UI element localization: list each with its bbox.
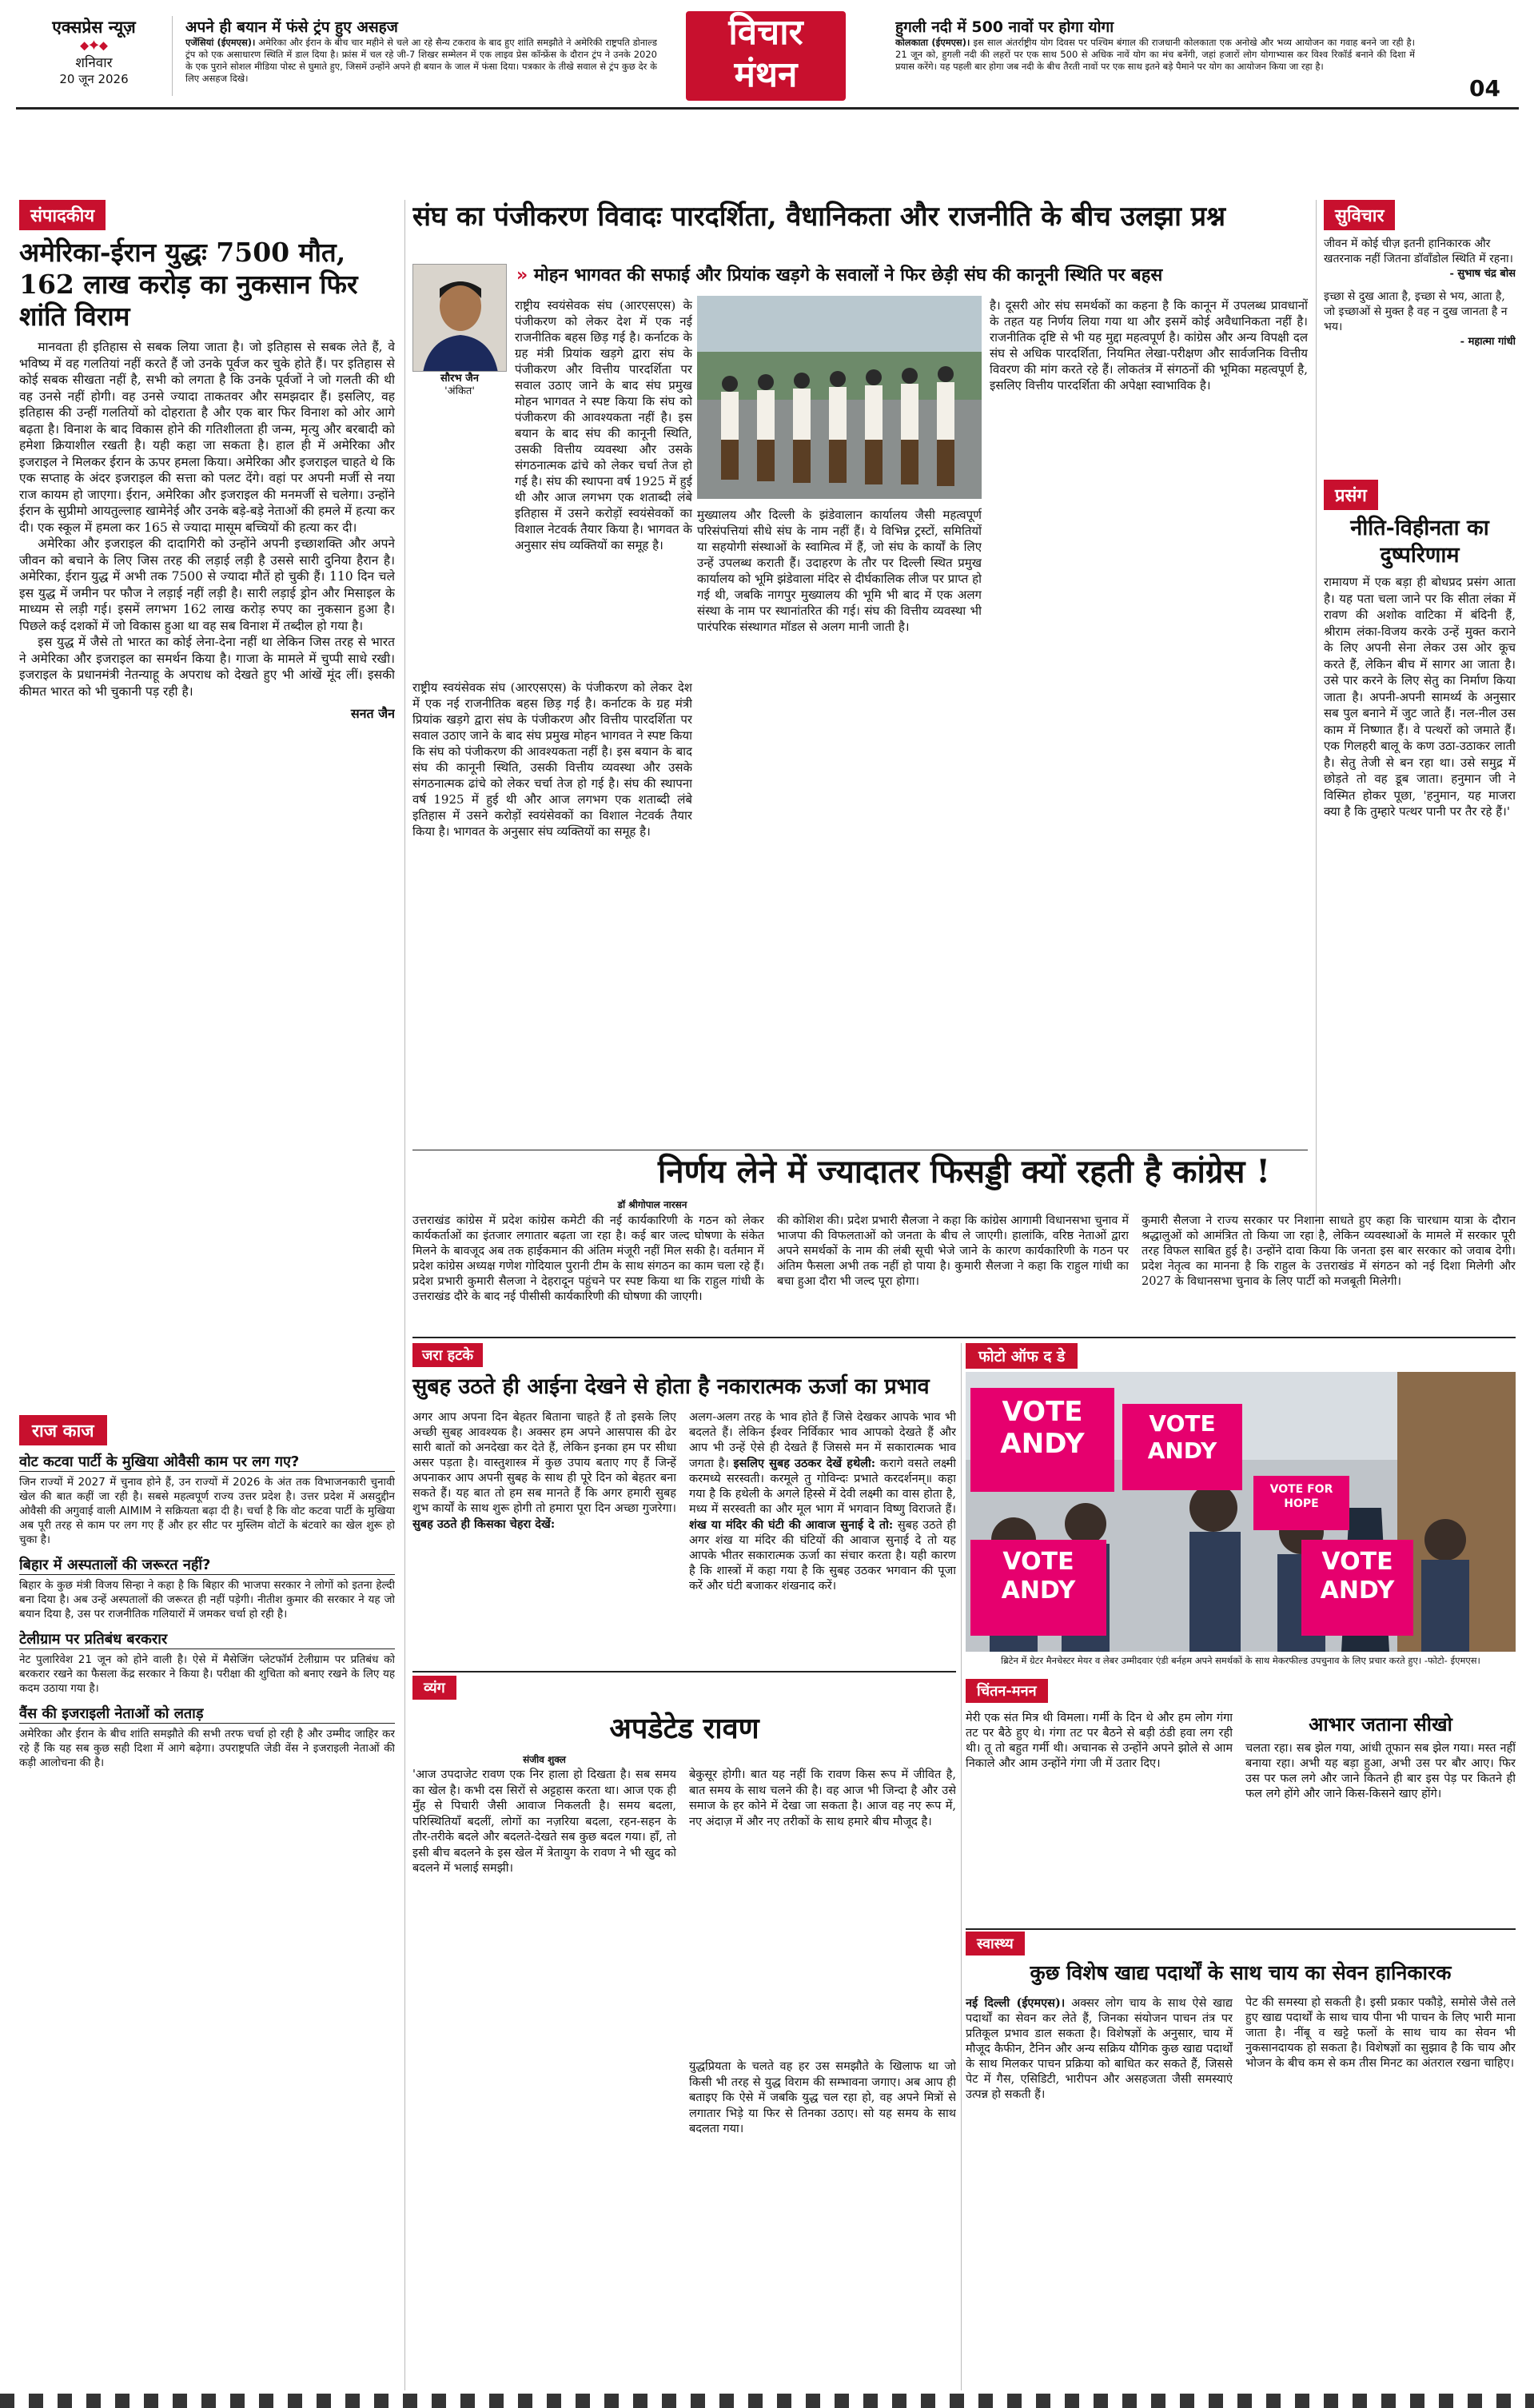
author-avatar-icon (413, 265, 507, 372)
left-teaser-dateline: एजेंसियां (ईएमएस)। (185, 37, 256, 48)
prasang-label: प्रसंग (1324, 480, 1378, 510)
raj-kaaj-body: जिन राज्यों में 2027 में चुनाव होने हैं, उन राज्यों में 2026 के अंत तक विभाजनकारी चुनावी खेल की बात कहीं जा रही है। सबसे महत्वपूर्ण राज्य उत्तर प्रदेश है। उत्तर प्रदेश में असदुद्दीन ओवैसी की अगुवाई वाली AIMIM ने सक्रियता बढ़ा दी है। चर्चा है कि वोट कटवा पार्टी के मुखिया अब पूरी तरह से काम पर लग गए हैं और हर सीट पर मुस्लिम वोटों के बंटवारे का खेल शुरू हो चुका है। (19, 1476, 395, 1546)
congress-headline: निर्णय लेने में ज्यादातर फिसड्डी क्यों रहती है कांग्रेस ! (658, 1153, 1270, 1190)
vote-andy-sign (970, 1540, 1106, 1636)
main-story-col2: मुख्यालय और दिल्ली के झंडेवालान कार्यालय जैसी महत्वपूर्ण परिसंपत्तियां सीधे संघ के नाम नहीं हैं। ये विभिन्न ट्रस्टों, समितियों या सहयोगी संस्थाओं के स्वामित्व में हैं, जो संघ के कार्यों के लिए उन्हें उपलब्ध कराती हैं। उदाहरण के तौर पर दिल्ली स्थित प्रमुख कार्यालय को भूमि झंडेवाला मंदिर से दीर्घकालिक लीज पर प्राप्त हो गई थी, जबकि नागपुर मुख्यालय की भूमि भी बाद में एक अलग संस्था के नाम पर स्थानांतरित की गई। संघ की वित्तीय व्यवस्था भी पारंपरिक संस्थागत मॉडल से अलग मानी जाती है। (697, 508, 982, 634)
vote-andy-sign (970, 1388, 1114, 1492)
zara-hatke-col2-text: अलग-अलग तरह के भाव होते हैं जिसे देखकर आपके भाव भी बदलते हैं। लेकिन ईश्वर निर्विकार भाव आपको देखते हैं और आप भी उन्हें ऐसे ही देखते हैं जिससे मन में सकारात्मक भाव जगता है। (689, 1411, 956, 1470)
swasthya-headline: कुछ विशेष खाद्य पदार्थों के साथ चाय का सेवन हानिकारक (1030, 1961, 1452, 1984)
author-byline (412, 373, 507, 398)
author-photo (412, 264, 507, 372)
sign-text-1: VOTE ANDY (1001, 1548, 1076, 1605)
main-story-subhead-text: मोहन भागवत की सफाई और प्रियांक खड़गे के सवालों ने फिर छेड़ी संघ की कानूनी स्थिति पर बहस (533, 265, 1163, 285)
swasthya-col1 (966, 1995, 1233, 2391)
editorial-headline: अमेरिका-ईरान युद्धः 7500 मौत, 162 लाख करोड़ का नुकसान फिर शांति विराम (19, 237, 358, 332)
zara-hatke-headline: सुबह उठते ही आईना देखने से होता है नकारात्मक ऊर्जा का प्रभाव (412, 1374, 930, 1399)
congress-author: डॉ श्रीगोपाल नारसन (617, 1199, 687, 1210)
vote-hope-sign (1253, 1476, 1349, 1530)
swasthya-label: स्वास्थ्य (966, 1932, 1025, 1956)
swasthya-rule (966, 1928, 1516, 1930)
vote-andy-sign (1301, 1540, 1413, 1636)
vote-andy-photo (966, 1372, 1516, 1652)
photo-of-day-section (966, 1343, 1516, 1677)
zara-hatke-subhead2: इसलिए सुबह उठकर देखें हथेली: (733, 1457, 876, 1470)
raj-kaaj-item (19, 1629, 395, 1696)
section-title-line1: विचार (728, 12, 803, 53)
zara-hatke-col2b-text: करागे वसते लक्ष्मी करमध्ये सरस्वती। करमूले तु गोविन्दः प्रभाते करदर्शनम्॥ कहा गया है कि हथेली के अगले हिस्से में देवी लक्ष्मी का वास होता है, मध्य में सरस्वती का और मूल भाग में भगवान विष्णु विराजते हैं। (689, 1457, 956, 1516)
paper-name: एक्सप्रेस न्यूज़ (52, 18, 136, 37)
quote-box (1324, 200, 1516, 464)
divider (172, 16, 173, 96)
vyang-col2: बेकुसूर होगी। बात यह नहीं कि रावण किस रूप में जीवित है, बात समय के साथ चलने की है। वह आज भी जिन्दा है और उसे समाज के हर कोने में देखा जा सकता है। आज वह नए रूप में, नए अंदाज़ में और नए तरीकों के साथ हमारे बीच मौजूद है। (689, 1768, 956, 1828)
prasang-body: रामायण में एक बड़ा ही बोधप्रद प्रसंग आता है। यह पता चला जाने पर कि सीता लंका में रावण की अशोक वाटिका में बंदिनी हैं, श्रीराम लंका-विजय करके उन्हें मुक्त कराने के लिए अपनी सेना लेकर उस ओर कूच करते हैं, लेकिन बीच में सागर आ जाता है। उसे पार करने के लिए सेतु का निर्माण किया जाता है। अपनी-अपनी सामर्थ्य के अनुसार सब पुल बनाने में जुट जाते हैं। नल-नील उस काम में निष्णात हैं। वे पत्थरों को जमाते हैं। एक गिलहरी बालू के कण उठा-उठाकर लाती है। सेतु तेजी से बन रहा था। उसे समुद्र में छोड़ते तो वह डूब जाता। हनुमान जी ने विस्मित होकर पूछा, 'हनुमान, यह माजरा क्या है कि तुम्हारे पत्थर पानी पर तैर रहे हैं।' (1324, 575, 1516, 819)
vyang-section (412, 1676, 956, 2391)
vyang-headline: अपडेटेड रावण (609, 1712, 759, 1745)
editorial-author: सनत जैन (350, 706, 395, 721)
quote-2: इच्छा से दुख आता है, इच्छा से भय, आता है, जो इच्छाओं से मुक्त है वह न दुख जानता है न भय। (1324, 290, 1508, 333)
editorial-para-2: अमेरिका और इजराइल की दादागिरी को उन्होंने अपनी इच्छाशक्ति और अपने जीवन को बचाने के लिए जिस तरह की लड़ाई लड़ी है उससे सारी दुनिया हैरान है। अमेरिका, ईरान युद्ध में अभी तक 7500 से ज्यादा मौतें हो चुकी हैं। 110 दिन चले इस युद्ध में जमीन पर फौज ने लड़ाई नहीं लड़ी है। सारी लड़ाई ड्रोन और मिसाइल के माध्यम से लड़ी गई। इसमें लगभग 162 लाख करोड़ रुपए का नुकसान हुआ है। पिछले कई दशकों में जो विकास हुआ था वह सब विनाश में तब्दील हो गया है। (19, 536, 395, 633)
raj-kaaj-item (19, 1555, 395, 1621)
main-story-col1: राष्ट्रीय स्वयंसेवक संघ (आरएसएस) के पंजीकरण को लेकर देश में एक नई राजनीतिक बहस छिड़ गई है। कर्नाटक के ग्रह मंत्री प्रियांक खड़गे द्वारा संघ के पंजीकरण और वित्तीय पारदर्शिता पर सवाल उठाए जाने के बाद संघ प्रमुख मोहन भागवत ने स्पष्ट किया कि संघ को पंजीकरण की आवश्यकता नहीं है। इस बयान के बाद संघ की कानूनी स्थिति, उसकी वित्तीय व्यवस्था और उसके संगठनात्मक ढांचे को लेकर चर्चा तेज हो गई है। संघ की स्थापना वर्ष 1925 में हुई थी और आज लगभग एक शताब्दी लंबे इतिहास में उसने करोड़ों स्वयंसेवकों का विशाल नेटवर्क तैयार किया है। भागवत के अनुसार संघ व्यक्तियों का समूह है। (515, 298, 692, 552)
issue-date: 20 जून 2026 (59, 72, 129, 86)
raj-kaaj-item (19, 1704, 395, 1770)
right-teaser (895, 16, 1415, 96)
divider (404, 200, 405, 2390)
vyang-col1: 'आज उपदाजेट रावण एक निर हाला हो दिखता है। सब समय का खेल है। कभी दस सिरों से अट्टहास करता था। आज एक ही मुँह से पिचारी जैसी आवाज निकलती है। समय बदला, परिस्थितियाँ बदलीं, लोगों का नज़रिया बदला, रहन-सहन के तौर-तरीके बदले और बदलते-देखते सब कुछ बदल गया। हाँ, तो इसी बीच बदलने के इस खेल में त्रेतायुग के रावण ने भी खुद को बदलने में भलाई समझी। (412, 1768, 676, 1875)
divider (961, 1343, 962, 2390)
chintan-col1: मेरी एक संत मित्र थी विमला। गर्मी के दिन थे और हम लोग गंगा तट पर बैठे हुए थे। गंगा तट पर बैठने से बड़ी ठंडी हवा लग रही थी। तू तो बहुत गर्मी थी। अचानक से उन्होंने अपने झोले से आम निकाले और आम उन्होंने गंगा जी में उतार दिए। (966, 1712, 1233, 1770)
raj-kaaj-label: राज काज (19, 1415, 107, 1445)
zara-hatke-col2c-text: सुबह उठते ही अगर शंख या मंदिर की घंटियों की आवाज सुनाई दे तो यह आपके भीतर सकारात्मक ऊर्जा का संचार करता है। यही कारण है कि शास्त्रों में कहा गया है कि सुबह उठकर भगवान की पूजा करें और घंटी बजाकर शंखनाद करें। (689, 1519, 956, 1593)
zara-hatke-col2 (689, 1410, 956, 1686)
zara-hatke-section (412, 1343, 956, 1663)
sign-text-2: VOTE FOR HOPE (1269, 1483, 1333, 1510)
raj-kaaj-body: अमेरिका और ईरान के बीच शांति समझौते की सभी तरफ चर्चा हो रही है और उम्मीद जाहिर कर रहे हैं कि यह सब कुछ सही दिशा में आगे बढ़ेगा। उपराष्ट्रपति जेडी वेंस ने इजराइली नेताओं की कड़ी आलोचना की है। (19, 1728, 395, 1769)
swasthya-section (966, 1932, 1516, 2391)
raj-kaaj-item (19, 1452, 395, 1547)
editorial-para-1: मानवता ही इतिहास से सबक लिया जाता है। जो इतिहास से सबक लेते हैं, वे भविष्य में वह गलतियां नहीं करते हैं जो उनके पूर्वज कर चुके होते हैं। पर इतिहास से कोई सबक सीखता नहीं है, सभी को लगता है कि उनके पूर्वजों ने जो गलती की थी वह उनसे नहीं होगी। वह उनसे ज्यादा ताकतवर और समझदार हैं। इसलिए, वह इतिहास की उन्हीं गलतियों को दोहराता है और एक बार फिर विनाश को ओर आगे बढ़ता है। विनाश के बाद विकास होने की गतिशीलता ही जन्म, मृत्यु और बरबादी को हमेशा क्रियाशील रखती है। यही कहा जा सकता है। हाल ही में अमेरिका और इजराइल ने मिलकर ईरान के ऊपर हमला किया। अमेरिका और इजराइल चाहते थे कि एक सप्ताह के अंदर इजराइल की सत्ता को पलट देंगे। वहां पर अपनी मर्जी से नया राज कायम हो जाएगा। ईरान, अमेरिका और इजराइल की मनमर्जी से चलेगा। उन्होंने ईरान के सुप्रीमो आयतुल्लाह खामेनेई और उनके बड़े-बड़े नेताओं की हमले में हत्या कर दी। एक स्कूल में हमला कर 165 से ज्यादा मासूम बच्चियों की हत्या कर दी। (19, 340, 395, 535)
sign-text-1: VOTE ANDY (1147, 1410, 1217, 1464)
photo-caption-text: ब्रिटेन में ग्रेटर मैनचेस्टर मेयर व लेबर उम्मीदवार एंडी बर्नहम अपने समर्थकों के साथ मेकरफील्ड उपचुनाव के लिए प्रचार करते हुए। (1001, 1655, 1422, 1666)
section-title-line2: मंथन (734, 54, 798, 95)
chintan-label: चिंतन-मनन (966, 1679, 1048, 1703)
author-sub: 'अंकित' (444, 385, 475, 397)
raj-kaaj-headline: वैंस की इजराइली नेताओं को लताड़ (19, 1704, 395, 1724)
left-teaser (185, 16, 657, 96)
right-teaser-body: इस साल अंतर्राष्ट्रीय योग दिवस पर पश्चिम बंगाल की राजधानी कोलकाता एक अनोखे और भव्य आयोजन का गवाह बनने जा रही है। 21 जून को, हुगली नदी की लहरों पर एक साथ 500 से अधिक नावें योग का मंच बनेंगी, जहां हजारों लोग योगाभ्यास कर विश्व रिकॉर्ड बनाने की दिशा में प्रयास करेंगे। यह पहली बार होगा जब नदी के बीच तैरती नावों पर एक साथ इतने बड़े पैमाने पर योग का आयोजन किया जा रहा है। (895, 37, 1415, 72)
editorial-section (19, 200, 395, 1407)
logo-ornament-icon: ⬥✦⬥ (79, 38, 109, 53)
rss-march-image (697, 296, 982, 499)
paper-logo-block (24, 16, 164, 96)
main-story-headline: संघ का पंजीकरण विवादः पारदर्शिता, वैधानिकता और राजनीति के बीच उलझा प्रश्न (412, 201, 1226, 233)
quote-1-author: - सुभाष चंद्र बोस (1449, 268, 1516, 280)
chintan-headline: आभार जताना सीखो (1309, 1712, 1452, 1736)
vote-andy-sign (1122, 1404, 1242, 1490)
masthead-rule (16, 107, 1519, 110)
swasthya-col1-text: अक्सर लोग चाय के साथ ऐसे खाद्य पदार्थों का सेवन कर लेते हैं, जिनका संयोजन पाचन तंत्र पर प्रतिकूल प्रभाव डाल सकता है। विशेषज्ञों के अनुसार, चाय में मौजूद कैफीन, टैनिन और अन्य सक्रिय यौगिक कुछ खाद्य पदार्थों के साथ मिलकर पाचन प्रक्रिया को बाधित कर सकते हैं, जिससे पेट में गैस, एसिडिटी, भारीपन और असहजता जैसी समस्याएं उत्पन्न हो सकती हैं। (966, 1997, 1233, 2101)
quote-2-author: - महात्मा गांधी (1460, 336, 1516, 348)
right-teaser-headline: हुगली नदी में 500 नावों पर होगा योगा (895, 18, 1114, 36)
zara-hatke-col1-text: अगर आप अपना दिन बेहतर बिताना चाहते हैं तो इसके लिए अच्छी सुबह आवश्यक है। अक्सर हम अपने आसपास की ढेर सारी बातों को अनदेखा कर देते हैं, लेकिन इनका हम पर सीधा असर पड़ता है। वास्तुशास्त्र में कुछ उपाय बताए गए हैं जिन्हें अपनाकर आप अपनी सुबह के साथ ही पूरे दिन को बेहतर बना सकते हैं। यह बात तो हम सब मानते हैं कि अगर हमारी सुबह शुभ कार्यों के साथ शुरू होगी तो हमारा पूरा दिन अच्छा गुजरेगा। (412, 1411, 676, 1515)
main-story-col1-cont (412, 680, 692, 1143)
photo-caption (966, 1655, 1516, 1667)
registration-marks (0, 2394, 1534, 2408)
zara-hatke-col1 (412, 1410, 676, 1686)
swasthya-dateline: नई दिल्ली (ईएमएस)। (966, 1996, 1066, 2010)
swasthya-col2: पेट की समस्या हो सकती है। इसी प्रकार पकौड़े, समोसे जैसे तले हुए खाद्य पदार्थों के साथ चाय पीना भी पाचन के लिए भारी माना जाता है। नींबू व खट्टे फलों के साथ चाय का सेवन भी नुकसानदायक हो सकता है। विशेषज्ञों का सुझाव है कि चाय और भोजन के बीच कम से कम तीस मिनट का अंतराल रखना चाहिए। (1245, 1996, 1516, 2070)
raj-kaaj-body: नेट पुलारिवेश 21 जून को होने वाली है। ऐसे में मैसेजिंग प्लेटफॉर्म टेलीग्राम पर प्रतिबंध को बरकरार रखने का फैसला केंद्र सरकार ने किया है। परीक्षा की शुचिता को बनाए रखने के लिए यह कदम उठाया गया है। (19, 1653, 395, 1695)
raj-kaaj-headline: वोट कटवा पार्टी के मुखिया ओवैसी काम पर लग गए? (19, 1452, 395, 1472)
issue-day: शनिवार (75, 55, 113, 71)
vyang-col3: युद्धप्रियता के चलते वह हर उस समझौते के खिलाफ था जो किसी भी तरह से युद्ध विराम की सम्भावना जगाए। अब आप ही बताइए कि ऐसे में जबकि युद्ध चल रहा हो, वह अपने मित्रों से लगातार भिड़े या फिर से तिनका उठाए। सो यह समय के साथ बदलता गया। (689, 2060, 956, 2135)
zara-hatke-label: जरा हटके (412, 1343, 483, 1367)
congress-rule (412, 1337, 1516, 1338)
vyang-label: व्यंग (412, 1676, 456, 1700)
photo-of-day-label: फोटो ऑफ द डे (966, 1343, 1078, 1369)
author-name: सौरभ जैन (440, 373, 479, 385)
chintan-section (966, 1679, 1516, 1959)
congress-col3: कुमारी सैलजा ने राज्य सरकार पर निशाना साधते हुए कहा कि चारधाम यात्रा के दौरान श्रद्धालुओं को आमंत्रित तो किया जा रहा है, लेकिन व्यवस्थाओं के मामले में सरकार पूरी तरह विफल साबित हुई है। उन्होंने दावा किया कि जनता इस बार सरकार को जवाब देगी। प्रदेश नेतृत्व का मानना है कि राहुल के उत्तराखंड में संगठन को नई दिशा मिलेगी और 2027 के विधानसभा चुनाव के लिए पार्टी को मजबूती मिलेगी। (1142, 1214, 1516, 1288)
masthead (0, 0, 1534, 102)
main-story-col1-more: राष्ट्रीय स्वयंसेवक संघ (आरएसएस) के पंजीकरण को लेकर देश में एक नई राजनीतिक बहस छिड़ गई है। कर्नाटक के ग्रह मंत्री प्रियांक खड़गे द्वारा संघ के पंजीकरण और वित्तीय पारदर्शिता पर सवाल उठाए जाने के बाद संघ प्रमुख मोहन भागवत ने स्पष्ट किया कि संघ को पंजीकरण की आवश्यकता नहीं है। इस बयान के बाद संघ की कानूनी स्थिति, उसकी वित्तीय व्यवस्था और उसके संगठनात्मक ढांचे को लेकर चर्चा तेज हो गई है। संघ की स्थापना वर्ष 1925 में हुई थी और आज लगभग एक शताब्दी लंबे इतिहास में उसने करोड़ों स्वयंसेवकों का विशाल नेटवर्क तैयार किया है। भागवत के अनुसार संघ व्यक्तियों का समूह है। (412, 680, 692, 839)
quote-label: सुविचार (1324, 200, 1395, 230)
vyang-author: संजीव शुक्ल (523, 1754, 566, 1765)
prasang-headline: नीति-विहीनता का दुष्परिणाम (1350, 516, 1489, 568)
raj-kaaj-headline: टेलीग्राम पर प्रतिबंध बरकरार (19, 1629, 395, 1649)
zara-hatke-subhead1: सुबह उठते ही किसका चेहरा देखें: (412, 1517, 556, 1531)
page-number: 04 (1469, 75, 1500, 102)
quote-1: जीवन में कोई चीज़ इतनी हानिकारक और खतरनाक नहीं जितना डॉवाँडोल स्थिति में रहना। (1324, 237, 1513, 265)
vyang-rule (412, 1671, 956, 1672)
right-teaser-dateline: कोलकाता (ईएमएस)। (895, 37, 970, 48)
section-title-block (686, 11, 846, 101)
prasang-section (1324, 480, 1516, 1239)
raj-kaaj-headline: बिहार में अस्पतालों की जरूरत नहीं? (19, 1555, 395, 1575)
main-story-col3: है। दूसरी ओर संघ समर्थकों का कहना है कि कानून में उपलब्ध प्रावधानों के तहत यह निर्णय लिया गया था और इसमें कोई अवैधानिकता नहीं है। राजनीतिक दृष्टि से भी यह मुद्दा महत्वपूर्ण है। कांग्रेस और अन्य विपक्षी दल संघ से अधिक पारदर्शिता, नियमित लेखा-परीक्षण और सार्वजनिक वित्तीय विवरण की मांग करते रहे हैं। लोकतंत्र में संगठनों की भूमिका महत्वपूर्ण है, इसलिए वित्तीय पारदर्शिता की अपेक्षा स्वाभाविक है। (990, 298, 1308, 393)
left-teaser-body: अमेरिका और ईरान के बीच चार महीने से चले आ रहे सैन्य टकराव के बाद हुए शांति समझौते ने अमेरिकी राष्ट्रपति डोनाल्ड ट्रंप को एक असाधारण स्थिति में डाल दिया है। फ्रांस में चल रहे जी-7 शिखर सम्मेलन में एक लाइव प्रेस कॉन्फ्रेंस के दौरान ट्रंप ने उनके 2020 के एक पुराने सोशल मीडिया पोस्ट से घुमाते हुए, जिसमें उन्होंने अपने ही बयान के जाल में फंसा दिया। पत्रकार के तीखे सवाल से ट्रंप कुछ देर के लिए असहज दिखे। (185, 37, 657, 84)
chintan-col2: चलता रहा। सब झेल गया, आंधी तूफान सब झेल गया। मस्त नहीं बनाया रहा। अभी यह बड़ा हुआ, अभी उस पर बौर आए। फिर उस पर फल लगे और जाने कितने ही बार इस पेड़ पर कितने ही फल लगे होंगे और जाने किस-किसने खाए होंगे। (1245, 1742, 1516, 1800)
divider (1316, 200, 1317, 1239)
sign-text-1: VOTE ANDY (1000, 1396, 1085, 1460)
editorial-para-3: इस युद्ध में जैसे तो भारत का कोई लेना-देना नहीं था लेकिन जिस तरह से भारत ने अमेरिका और इजराइल का समर्थन किया है। गाजा के मामले में चुप्पी साधे रखी। इजराइल के प्रधानमंत्री नेतन्याहू के अपराध को देखते हुए भी आंखें मूंद लीं। इसकी कीमत भारत को भी चुकानी पड़ रही है। (19, 635, 395, 699)
raj-kaaj-body: बिहार के कुछ मंत्री विजय सिन्हा ने कहा है कि बिहार की भाजपा सरकार ने लोगों को इतना हेल्दी बना दिया है। अब उन्हें अस्पतालों की जरूरत ही नहीं पड़ेगी। नीतीश कुमार की सरकार ने यह जो बयान दिया है, उस पर राजनीतिक गलियारों में जमकर चर्चा हो रही है। (19, 1579, 395, 1621)
sign-text-1: VOTE ANDY (1320, 1548, 1395, 1605)
congress-article (412, 1151, 1516, 1327)
raj-kaaj-section (19, 1415, 395, 2386)
congress-col1: उत्तराखंड कांग्रेस में प्रदेश कांग्रेस कमेटी की नई कार्यकारिणी के गठन को लेकर कार्यकर्ताओं का इंतजार लगातार बढ़ता जा रहा है। कई बार जल्द घोषणा के संकेत मिलने के बावजूद अब तक हाईकमान की अंतिम मंजूरी नहीं मिल सकी है। वर्तमान में प्रदेश कांग्रेस अध्यक्ष गणेश गोदियाल पुरानी टीम के साथ संगठन का काम चला रहे हैं। प्रदेश प्रभारी कुमारी सैलजा ने देहरादून पहुंचने पर स्पष्ट किया था कि राहुल गांधी के उत्तराखंड दौरे के बाद नई पीसीसी कार्यकारिणी की घोषणा की जाएगी। (412, 1214, 764, 1303)
photo-credit: -फोटो- ईएमएस। (1424, 1655, 1480, 1666)
left-teaser-headline: अपने ही बयान में फंसे ट्रंप हुए असहज (185, 18, 398, 36)
main-story-subhead (516, 262, 1308, 286)
editorial-label: संपादकीय (19, 200, 106, 230)
subhead-arrow-icon: » (516, 265, 528, 285)
zara-hatke-subhead3: शंख या मंदिर की घंटी की आवाज सुनाई दे तो: (689, 1518, 894, 1532)
congress-col2: की कोशिश की। प्रदेश प्रभारी सैलजा ने कहा कि कांग्रेस आगामी विधानसभा चुनाव में भाजपा की विफलताओं को जनता के बीच ले जाएगी। हालांकि, वरिष्ठ नेताओं द्वारा अपने समर्थकों के नाम की लंबी सूची भेजे जाने के कारण कार्यकारिणी के गठन पर अंतिम फैसला अभी तक नहीं हो पाया है। कुमारी सैलजा ने कहा कि राहुल गांधी का बचा हुआ दौरा भी जल्द पूरा होगा। (777, 1214, 1129, 1288)
rss-march-photo (697, 296, 982, 499)
